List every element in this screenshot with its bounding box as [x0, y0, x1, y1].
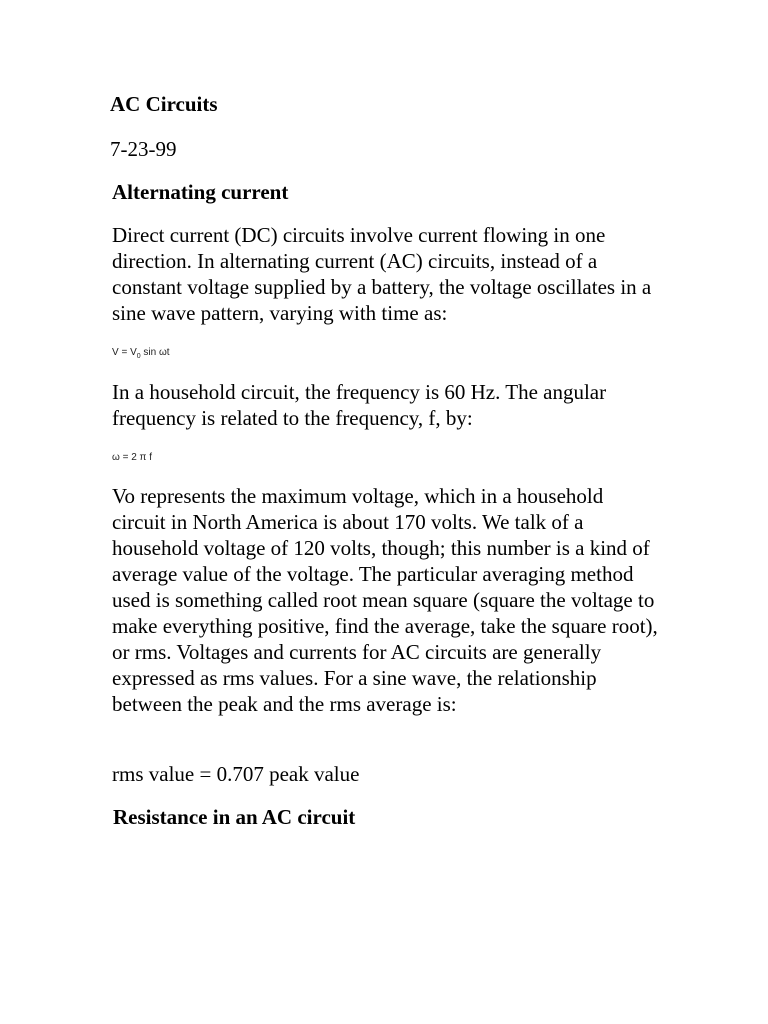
formula-voltage-subscript: 0	[136, 353, 141, 360]
formula-voltage-sine	[112, 347, 170, 360]
formula-voltage-lhs: V = V	[112, 347, 137, 358]
paragraph-dc-ac-intro: Direct current (DC) circuits involve current flowing in one direction. In alternating current (AC) circuits, instead of a constant voltage supplied by a battery, the voltage oscillates in a sine wave pattern, varying with time as:	[112, 223, 652, 325]
paragraph-household-frequency: In a household circuit, the frequency is 60 Hz. The angular frequency is related to the frequency, f, by:	[112, 380, 607, 430]
formula-angular-frequency: ω = 2 π f	[112, 452, 152, 463]
document-title: AC Circuits	[110, 92, 218, 116]
rms-relationship: rms value = 0.707 peak value	[112, 762, 360, 786]
paragraph-rms-explanation: Vo represents the maximum voltage, which in a household circuit in North America is about 170 volts. We talk of a household voltage of 120 volts, though; this number is a kind of average value of the voltage. The particular averaging method used is something called root mean square (square the voltage to make everything positive, find the average, take the square root), or rms. Voltages and currents for AC circuits are generally expressed as rms values. For a sine wave, the relationship between the peak and the rms average is:	[112, 484, 658, 716]
formula-voltage-rhs: sin ωt	[140, 347, 170, 358]
section-heading-alternating-current: Alternating current	[112, 180, 289, 204]
section-heading-resistance: Resistance in an AC circuit	[113, 805, 356, 829]
document-date: 7-23-99	[110, 137, 177, 161]
